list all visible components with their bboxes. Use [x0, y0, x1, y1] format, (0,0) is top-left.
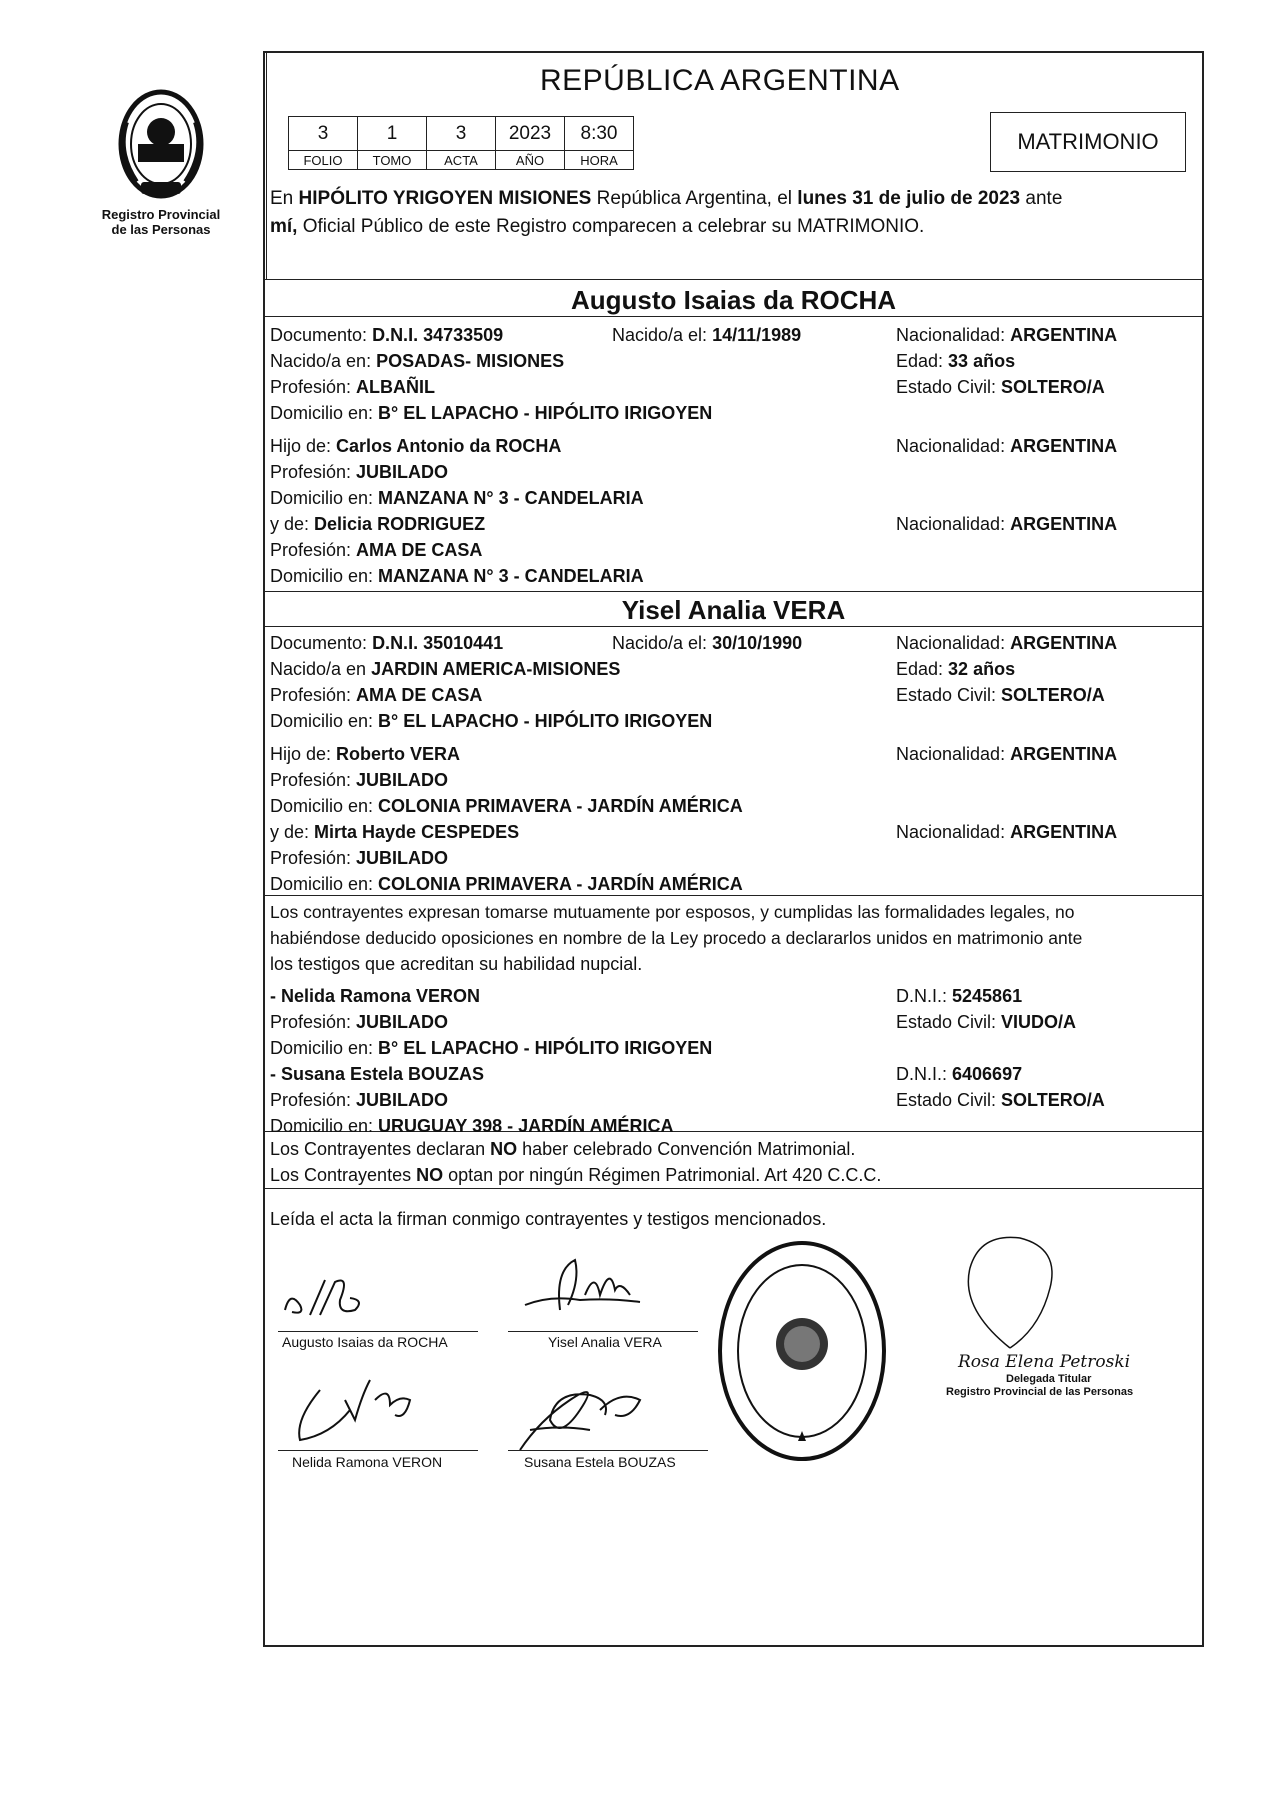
tomo-value: 1	[358, 117, 427, 151]
spouse1-father-address: Domicilio en: MANZANA N° 3 - CANDELARIA	[270, 488, 644, 508]
spouse1-father-profession: Profesión: JUBILADO	[270, 462, 449, 482]
spouse1-birthdate: Nacido/a el: 14/11/1989	[612, 325, 802, 345]
signature-1-scribble-icon	[280, 1270, 390, 1330]
witness2-civil-status: Estado Civil: SOLTERO/A	[896, 1090, 1105, 1110]
signature-4-scribble-icon	[510, 1370, 670, 1460]
spouse1-birthplace: Nacido/a en: POSADAS- MISIONES	[270, 351, 565, 371]
spouse1-documento: Documento: D.N.I. 34733509	[270, 325, 504, 345]
spouse1-address: Domicilio en: B° EL LAPACHO - HIPÓLITO IRIGOYEN	[270, 403, 713, 423]
spouse1-father-nationality: Nacionalidad: ARGENTINA	[896, 436, 1118, 456]
spouse2-birthplace: Nacido/a en JARDIN AMERICA-MISIONES	[270, 659, 621, 679]
divider	[263, 626, 1204, 627]
margin-rule	[266, 51, 267, 279]
provincial-emblem-icon	[106, 82, 216, 202]
witness1-civil-status: Estado Civil: VIUDO/A	[896, 1012, 1077, 1032]
spouse1-mother-profession: Profesión: AMA DE CASA	[270, 540, 483, 560]
official-title: Delegada Titular	[1006, 1373, 1092, 1385]
spouse2-birthdate: Nacido/a el: 30/10/1990	[612, 633, 803, 653]
spouse2-age: Edad: 32 años	[896, 659, 1016, 679]
signature-3-label: Nelida Ramona VERON	[292, 1454, 443, 1470]
witness2-profession: Profesión: JUBILADO	[270, 1090, 449, 1110]
spouse2-mother-profession: Profesión: JUBILADO	[270, 848, 449, 868]
declaration-line-1: Los contrayentes expresan tomarse mutuamente por esposos, y cumplidas las formalidades legales, no	[270, 902, 1075, 922]
signature-1-label: Augusto Isaias da ROCHA	[282, 1334, 448, 1350]
witness1-address: Domicilio en: B° EL LAPACHO - HIPÓLITO IRIGOYEN	[270, 1038, 713, 1058]
divider	[263, 279, 1204, 280]
acta-label: ACTA	[427, 151, 496, 170]
signature-2-label: Yisel Analia VERA	[548, 1334, 662, 1350]
witness1-name: - Nelida Ramona VERON	[270, 986, 481, 1006]
official-handwritten-name: Rosa Elena Petroski	[958, 1352, 1131, 1372]
intro-line-2: mí, Oficial Público de este Registro comparecen a celebrar su MATRIMONIO.	[270, 216, 925, 237]
spouse2-father: Hijo de: Roberto VERA	[270, 744, 461, 764]
spouse2-mother-nationality: Nacionalidad: ARGENTINA	[896, 822, 1118, 842]
signature-3-scribble-icon	[290, 1370, 440, 1450]
registry-label: Registro Provincial de las Personas	[101, 207, 221, 237]
signature-4-label: Susana Estela BOUZAS	[524, 1454, 676, 1470]
signature-line	[508, 1450, 708, 1451]
witness2-address: Domicilio en: URUGUAY 398 - JARDÍN AMÉRICA	[270, 1116, 674, 1136]
witness1-dni: D.N.I.: 5245861	[896, 986, 1023, 1006]
spouse2-father-profession: Profesión: JUBILADO	[270, 770, 449, 790]
spouse1-civil-status: Estado Civil: SOLTERO/A	[896, 377, 1105, 397]
spouse1-mother: y de: Delicia RODRIGUEZ	[270, 514, 486, 534]
signature-line	[278, 1331, 478, 1332]
tomo-label: TOMO	[358, 151, 427, 170]
spouse1-profession: Profesión: ALBAÑIL	[270, 377, 436, 397]
hora-value: 8:30	[565, 117, 634, 151]
declaration-line-3: los testigos que acreditan su habilidad nupcial.	[270, 954, 643, 974]
folio-label: FOLIO	[289, 151, 358, 170]
signature-line	[508, 1331, 698, 1332]
official-signature-scribble-icon	[940, 1228, 1080, 1358]
spouse2-mother-address: Domicilio en: COLONIA PRIMAVERA - JARDÍN AMÉRICA	[270, 874, 743, 894]
folio-value: 3	[289, 117, 358, 151]
spouse1-age: Edad: 33 años	[896, 351, 1016, 371]
spouse1-mother-nationality: Nacionalidad: ARGENTINA	[896, 514, 1118, 534]
signature-2-scribble-icon	[520, 1250, 660, 1330]
spouse2-profession: Profesión: AMA DE CASA	[270, 685, 483, 705]
official-stamp-icon	[712, 1236, 892, 1466]
page-title: REPÚBLICA ARGENTINA	[540, 64, 900, 97]
witness1-profession: Profesión: JUBILADO	[270, 1012, 449, 1032]
declaration-line-2: habiéndose deducido oposiciones en nombre de la Ley procedo a declararlos unidos en matrimonio ante	[270, 928, 1083, 948]
registry-logo-block	[86, 82, 236, 237]
spouse2-mother: y de: Mirta Hayde CESPEDES	[270, 822, 520, 842]
witness2-dni: D.N.I.: 6406697	[896, 1064, 1023, 1084]
spouse2-name: Yisel Analia VERA	[621, 595, 846, 625]
spouse2-nationality: Nacionalidad: ARGENTINA	[896, 633, 1118, 653]
signatures-intro: Leída el acta la firman conmigo contrayentes y testigos mencionados.	[270, 1209, 827, 1229]
divider	[263, 1188, 1204, 1189]
convention-line-1: Los Contrayentes declaran NO haber celebrado Convención Matrimonial.	[270, 1139, 856, 1159]
spouse1-name: Augusto Isaias da ROCHA	[570, 285, 897, 315]
spouse2-father-nationality: Nacionalidad: ARGENTINA	[896, 744, 1118, 764]
spouse2-documento: Documento: D.N.I. 35010441	[270, 633, 504, 653]
spouse2-father-address: Domicilio en: COLONIA PRIMAVERA - JARDÍN AMÉRICA	[270, 796, 743, 816]
intro-line-1: En HIPÓLITO YRIGOYEN MISIONES República Argentina, el lunes 31 de julio de 2023 ante	[270, 188, 1063, 209]
divider	[263, 591, 1204, 592]
official-organization: Registro Provincial de las Personas	[946, 1386, 1134, 1398]
anio-value: 2023	[496, 117, 565, 151]
acta-value: 3	[427, 117, 496, 151]
spouse2-address: Domicilio en: B° EL LAPACHO - HIPÓLITO IRIGOYEN	[270, 711, 713, 731]
spouse1-nationality: Nacionalidad: ARGENTINA	[896, 325, 1118, 345]
divider	[263, 316, 1204, 317]
anio-label: AÑO	[496, 151, 565, 170]
witness2-name: - Susana Estela BOUZAS	[270, 1064, 485, 1084]
convention-line-2: Los Contrayentes NO optan por ningún Régimen Patrimonial. Art 420 C.C.C.	[270, 1165, 882, 1185]
spouse2-civil-status: Estado Civil: SOLTERO/A	[896, 685, 1105, 705]
signature-line	[278, 1450, 478, 1451]
registry-numbers-table	[288, 116, 634, 170]
spouse1-mother-address: Domicilio en: MANZANA N° 3 - CANDELARIA	[270, 566, 644, 586]
hora-label: HORA	[565, 151, 634, 170]
spouse1-father: Hijo de: Carlos Antonio da ROCHA	[270, 436, 562, 456]
document-type-box: MATRIMONIO	[990, 112, 1186, 172]
